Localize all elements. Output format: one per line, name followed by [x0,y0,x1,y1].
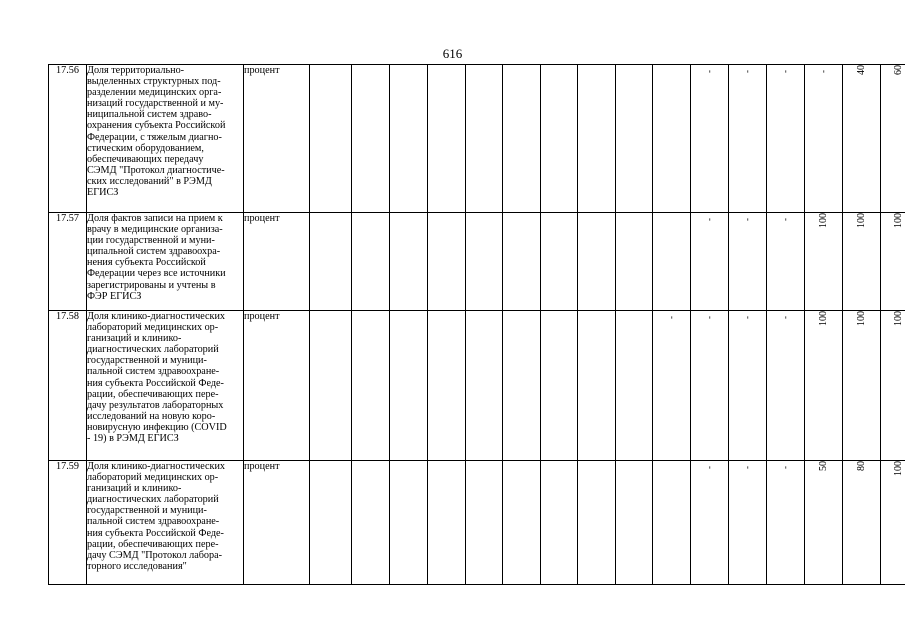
value-text: - [666,316,676,319]
value-cell [805,311,843,461]
indicator-name-line: лабораторий медицинских ор- [87,322,219,334]
value-cell [805,65,843,213]
value-cell [691,311,729,461]
indicator-name-line: новирусную инфекцию (COVID [87,421,227,433]
value-text: - [742,316,752,319]
indicator-name-line: ганизаций и клинико- [87,333,182,345]
indicator-name-line: государственной и муници- [87,505,207,517]
value-text: - [780,466,790,469]
value-text: - [780,70,790,73]
value-cell [578,213,616,311]
value-cell [578,65,616,213]
indicator-name-line: Доля клинико-диагностических [87,311,226,322]
value-cell [428,311,466,461]
indicator-name-line: охранения субъекта Российской [87,120,226,132]
table-body [49,65,905,585]
value-cell [616,461,653,585]
unit-cell: процент [244,461,310,585]
indicator-name-line: выделенных структурных под- [87,76,221,88]
value-cell [310,461,352,585]
indicator-name-line: рации, обеспечивающих пере- [87,538,219,550]
table-row [49,311,905,461]
indicator-name-line: разделении медицинских орга- [87,87,222,99]
value-cell [691,213,729,311]
value-cell [843,213,881,311]
indicator-name-line: Федерации через все источники [87,268,226,280]
value-cell [767,461,805,585]
indicator-name-line: СЭМД "Протокол диагностиче- [87,164,225,176]
indicator-name-line: лабораторий медицинских ор- [87,472,219,484]
indicator-name-line: ганизаций и клинико- [87,483,182,495]
indicator-name-line: Доля клинико-диагностических [87,461,226,472]
value-cell [390,311,428,461]
indicator-name-line: ЕГИСЗ [87,187,119,199]
row-number: 17.57 [49,213,87,311]
value-cell [653,311,691,461]
value-cell [691,65,729,213]
unit-cell: процент [244,311,310,461]
value-cell [881,65,905,213]
value-text: - [742,70,752,73]
value-cell [843,311,881,461]
value-cell [503,213,541,311]
unit-cell: процент [244,213,310,311]
value-cell [390,213,428,311]
indicator-name-line: Доля фактов записи на прием к [87,213,223,224]
value-text: 100 [855,311,867,326]
indicator-name-line: дачу результатов лабораторных [87,399,224,411]
value-cell [466,311,503,461]
value-cell [691,461,729,585]
value-cell [390,65,428,213]
value-text: - [704,70,714,73]
indicator-table [48,64,905,585]
row-number: 17.59 [49,461,87,585]
table-row [49,213,905,311]
value-text: - [742,218,752,221]
value-text: 50 [817,461,829,471]
value-text: 100 [817,311,829,326]
value-cell [466,461,503,585]
value-cell [578,461,616,585]
value-cell [653,461,691,585]
indicator-name-line: нения субъекта Российской [87,257,206,269]
indicator-name [87,461,244,585]
value-cell [805,213,843,311]
value-text: 80 [855,461,867,471]
value-cell [729,213,767,311]
value-cell [578,311,616,461]
value-cell [729,311,767,461]
value-text: 100 [893,213,904,228]
value-text: - [704,316,714,319]
indicator-name-line: зарегистрированы и учтены в [87,279,216,291]
value-text: - [818,70,828,73]
indicator-name-line: ципальной систем здравоохра- [87,246,221,258]
value-cell [881,311,905,461]
indicator-name-line: ния субъекта Российской Феде- [87,377,224,389]
page-number: 616 [442,46,463,61]
indicator-name-line: пальной систем здравоохране- [87,516,220,528]
value-cell [310,213,352,311]
value-cell [767,65,805,213]
indicator-name-line: государственной и муници- [87,355,207,367]
value-cell [390,461,428,585]
indicator-name-line: стическим оборудованием, [87,142,204,154]
indicator-name-line: исследований на новую коро- [87,410,216,422]
value-cell [310,65,352,213]
value-cell [881,461,905,585]
value-text: - [780,316,790,319]
value-cell [653,213,691,311]
value-text: 100 [817,213,829,228]
value-cell [466,213,503,311]
value-cell [466,65,503,213]
indicator-name-line: рации, обеспечивающих пере- [87,388,219,400]
indicator-name-line: - 19) в РЭМД ЕГИСЗ [87,433,179,445]
indicator-name-line: врачу в медицинские организа- [87,224,223,236]
value-cell [843,461,881,585]
row-number: 17.56 [49,65,87,213]
value-cell [352,461,390,585]
indicator-name-line: торного исследования" [87,560,187,572]
value-cell [503,65,541,213]
row-number: 17.58 [49,311,87,461]
value-text: - [704,218,714,221]
indicator-name-line: низаций государственной и му- [87,98,224,110]
value-cell [729,65,767,213]
value-text: - [742,466,752,469]
value-cell [805,461,843,585]
value-cell [616,213,653,311]
indicator-name-line: ния субъекта Российской Феде- [87,527,224,539]
value-cell [767,311,805,461]
value-text: 100 [855,213,867,228]
indicator-name [87,311,244,461]
value-cell [310,311,352,461]
indicator-name [87,65,244,213]
indicator-name-line: ских исследований" в РЭМД [87,175,212,187]
indicator-name-line: Федерации, с тяжелым диагно- [87,131,222,143]
value-cell [503,311,541,461]
value-text: - [780,218,790,221]
value-cell [616,311,653,461]
value-cell [352,311,390,461]
value-cell [729,461,767,585]
indicator-name-line: дачу СЭМД "Протокол лабора- [87,549,223,561]
indicator-name-line: Доля территориально- [87,65,185,76]
value-text: 100 [893,311,904,326]
value-cell [352,213,390,311]
value-cell [428,461,466,585]
value-cell [616,65,653,213]
value-cell [352,65,390,213]
value-text: 60 [893,65,904,75]
value-cell [541,311,578,461]
value-cell [767,213,805,311]
value-cell [503,461,541,585]
indicator-name-line: диагностических лабораторий [87,344,219,356]
value-cell [843,65,881,213]
value-cell [428,65,466,213]
table-row [49,65,905,213]
indicator-name-line: ФЭР ЕГИСЗ [87,290,142,302]
value-cell [541,213,578,311]
indicator-name [87,213,244,311]
indicator-name-line: ниципальной систем здраво- [87,109,212,121]
value-cell [541,65,578,213]
indicator-name-line: пальной систем здравоохране- [87,366,220,378]
indicator-name-line: обеспечивающих передачу [87,153,204,165]
value-cell [428,213,466,311]
value-cell [541,461,578,585]
value-cell [653,65,691,213]
indicator-name-line: ции государственной и муни- [87,235,215,247]
table-row [49,461,905,585]
unit-cell: процент [244,65,310,213]
indicator-name-line: диагностических лабораторий [87,494,219,506]
value-cell [881,213,905,311]
value-text: 40 [855,65,867,75]
value-text: - [704,466,714,469]
value-text: 100 [893,461,904,476]
